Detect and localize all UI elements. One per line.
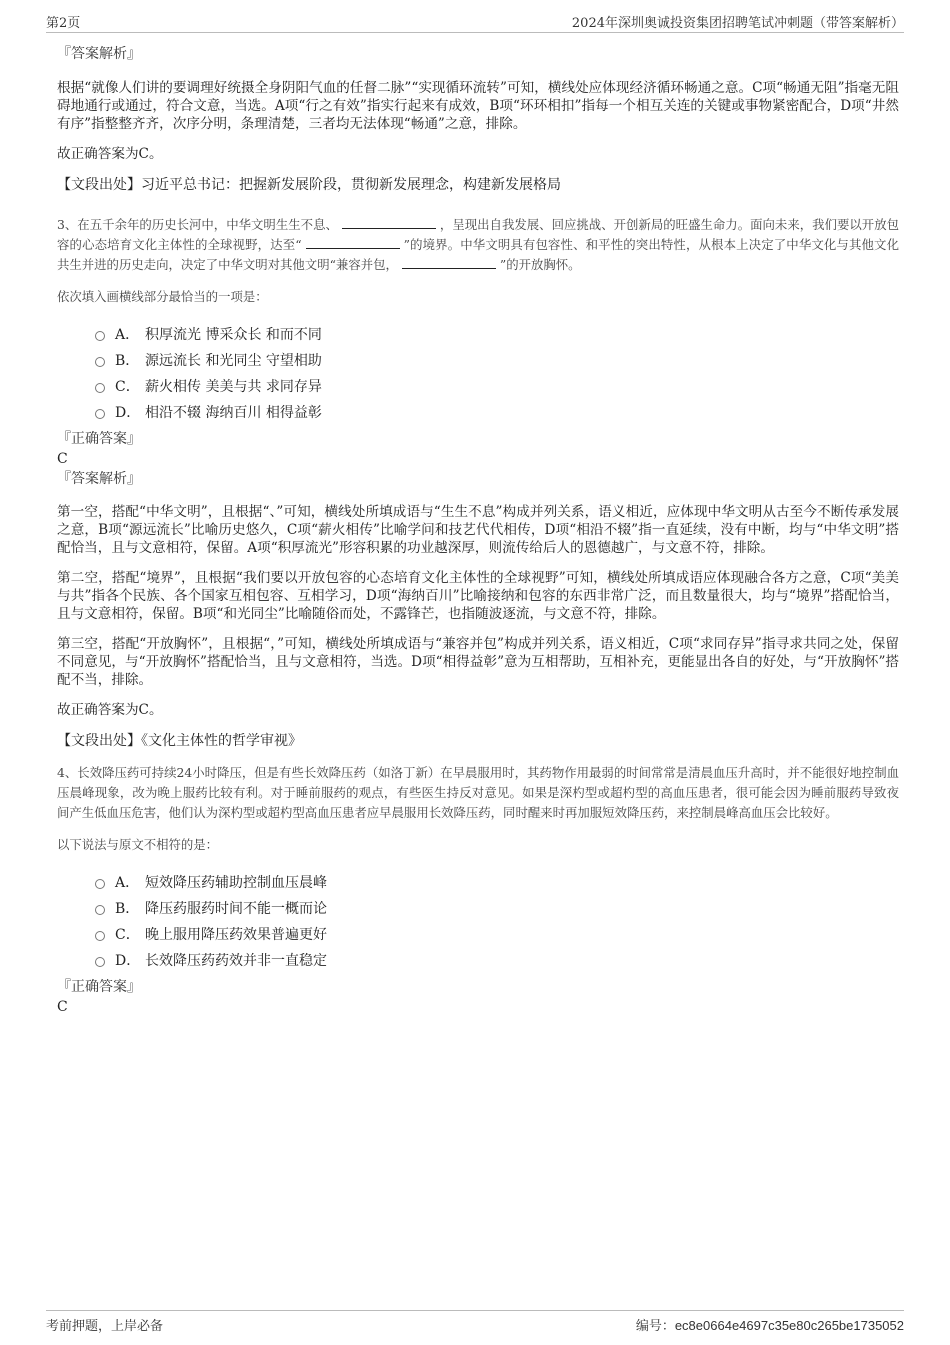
document-title: 2024年深圳奥诚投资集团招聘笔试冲刺题（带答案解析） bbox=[571, 16, 904, 31]
q3-answer: C bbox=[57, 451, 68, 467]
q3-option-d[interactable]: D． 相沿不辍 海纳百川 相得益彰 bbox=[95, 399, 899, 425]
radio-icon[interactable] bbox=[95, 905, 105, 915]
q3-option-c[interactable]: C． 薪火相传 美美与共 求同存异 bbox=[95, 373, 899, 399]
page-number: 第2页 bbox=[46, 16, 81, 31]
document-code: 编号：ec8e0664e4697c35e80c265be1735052 bbox=[635, 1318, 904, 1334]
footer-slogan: 考前押题，上岸必备 bbox=[46, 1319, 164, 1334]
q3-blank-2 bbox=[306, 235, 400, 249]
q3-analysis-paragraph-2: 第二空，搭配“境界”，且根据“我们要以开放包容的心态培育文化主体性的全球视野”可知，横线处所填成语应体现融合各方之意，C项“美美与共”指各个民族、各个国家互相包容、互相学习，D项“海纳百川”比喻接纳和包容的东西非常广泛，而且数量很大，均与“境界”搭配恰当，且与文意相符，保留。B项“和光同尘”比喻随俗而处，不露锋芒，也指随波逐流，与文意不符，排除。 bbox=[57, 570, 899, 622]
q2-source: 【文段出处】习近平总书记：把握新发展阶段，贯彻新发展理念，构建新发展格局 bbox=[57, 177, 561, 193]
q2-analysis-paragraph: 根据“就像人们讲的要调理好统摄全身阴阳气血的任督二脉”“实现循环流转”可知，横线处应体现经济循环畅通之意。C项“畅通无阻”指毫无阻碍地通行或通过，符合文意，当选。A项“行之有效”指实行起来有成效，B项“环环相扣”指每一个相互关连的关键或事物紧密配合，D项“井然有序”指整整齐齐，次序分明，条理清楚，三者均无法体现“畅通”之意，排除。 bbox=[57, 80, 899, 132]
q3-analysis-paragraph-3: 第三空，搭配“开放胸怀”，且根据“，”可知，横线处所填成语与“兼容并包”构成并列关系，语义相近，C项“求同存异”指寻求共同之处，保留不同意见，与“开放胸怀”搭配恰当，且与文意相符，当选。D项“相得益彰”意为互相帮助，互相补充，更能显出各自的好处，与“开放胸怀”搭配不当，排除。 bbox=[57, 636, 899, 688]
radio-icon[interactable] bbox=[95, 357, 105, 367]
q2-analysis-label: 『答案解析』 bbox=[57, 46, 141, 62]
q4-answer-label: 『正确答案』 bbox=[57, 979, 141, 995]
q3-stem: 3、在五千余年的历史长河中，中华文明生生不息、 ，呈现出自我发展、回应挑战、开创新局的旺盛生命力。面向未来，我们要以开放包容的心态培育文化主体性的全球视野，达至“ ”的境界。中华文明具有包容性、和平性的突出特性，从根本上决定了中华文化与其他文化共生并进的历史走向，决定了中华文明对其他文明“兼容并包， ”的开放胸怀。 bbox=[57, 217, 899, 272]
q3-prompt: 依次填入画横线部分最恰当的一项是： bbox=[57, 289, 268, 304]
q3-analysis-paragraph-1: 第一空，搭配“中华文明”，且根据“、”可知，横线处所填成语与“生生不息”构成并列关系，语义相近，应体现中华文明从古至今不断传承发展之意，B项“源远流长”比喻历史悠久，C项“薪火相传”比喻学问和技艺代代相传，D项“相沿不辍”指一直延续，没有中断，均与“中华文明”搭配恰当，且与文意相符，保留。A项“积厚流光”形容积累的功业越深厚，则流传给后人的恩德越广，与文意不符，排除。 bbox=[57, 504, 899, 556]
q3-source: 【文段出处】《文化主体性的哲学审视》 bbox=[57, 733, 302, 749]
radio-icon[interactable] bbox=[95, 931, 105, 941]
q3-conclusion: 故正确答案为C。 bbox=[57, 702, 163, 718]
page-header bbox=[46, 8, 904, 33]
q4-answer: C bbox=[57, 999, 68, 1015]
radio-icon[interactable] bbox=[95, 879, 105, 889]
radio-icon[interactable] bbox=[95, 957, 105, 967]
q4-prompt: 以下说法与原文不相符的是： bbox=[57, 837, 219, 852]
q4-stem: 4、长效降压药可持续24小时降压，但是有些长效降压药（如洛丁新）在早晨服用时，其药物作用最弱的时间常常是清晨血压升高时，并不能很好地控制血压晨峰现象，改为晚上服药比较有利。对于睡前服药的观点，有些医生持反对意见。如果是深杓型或超杓型的高血压患者，很可能会因为睡前服药导致夜间产生低血压危害，他们认为深杓型或超杓型高血压患者应早晨服用长效降压药，同时醒来时再加服短效降压药，来控制晨峰高血压会比较好。 bbox=[57, 765, 899, 820]
q2-conclusion: 故正确答案为C。 bbox=[57, 146, 163, 162]
document-body bbox=[57, 44, 899, 1017]
page-footer bbox=[46, 1310, 904, 1335]
q3-answer-label: 『正确答案』 bbox=[57, 431, 141, 447]
q3-option-a[interactable]: A． 积厚流光 博采众长 和而不同 bbox=[95, 321, 899, 347]
q3-blank-1 bbox=[342, 215, 436, 229]
radio-icon[interactable] bbox=[95, 383, 105, 393]
q4-option-a[interactable]: A． 短效降压药辅助控制血压晨峰 bbox=[95, 869, 899, 895]
q3-analysis-label: 『答案解析』 bbox=[57, 471, 141, 487]
q4-option-d[interactable]: D． 长效降压药药效并非一直稳定 bbox=[95, 947, 899, 973]
q3-options bbox=[95, 321, 899, 425]
q4-option-b[interactable]: B． 降压药服药时间不能一概而论 bbox=[95, 895, 899, 921]
radio-icon[interactable] bbox=[95, 331, 105, 341]
q4-options bbox=[95, 869, 899, 973]
radio-icon[interactable] bbox=[95, 409, 105, 419]
q4-option-c[interactable]: C． 晚上服用降压药效果普遍更好 bbox=[95, 921, 899, 947]
q3-option-b[interactable]: B． 源远流长 和光同尘 守望相助 bbox=[95, 347, 899, 373]
q3-blank-3 bbox=[402, 255, 496, 269]
